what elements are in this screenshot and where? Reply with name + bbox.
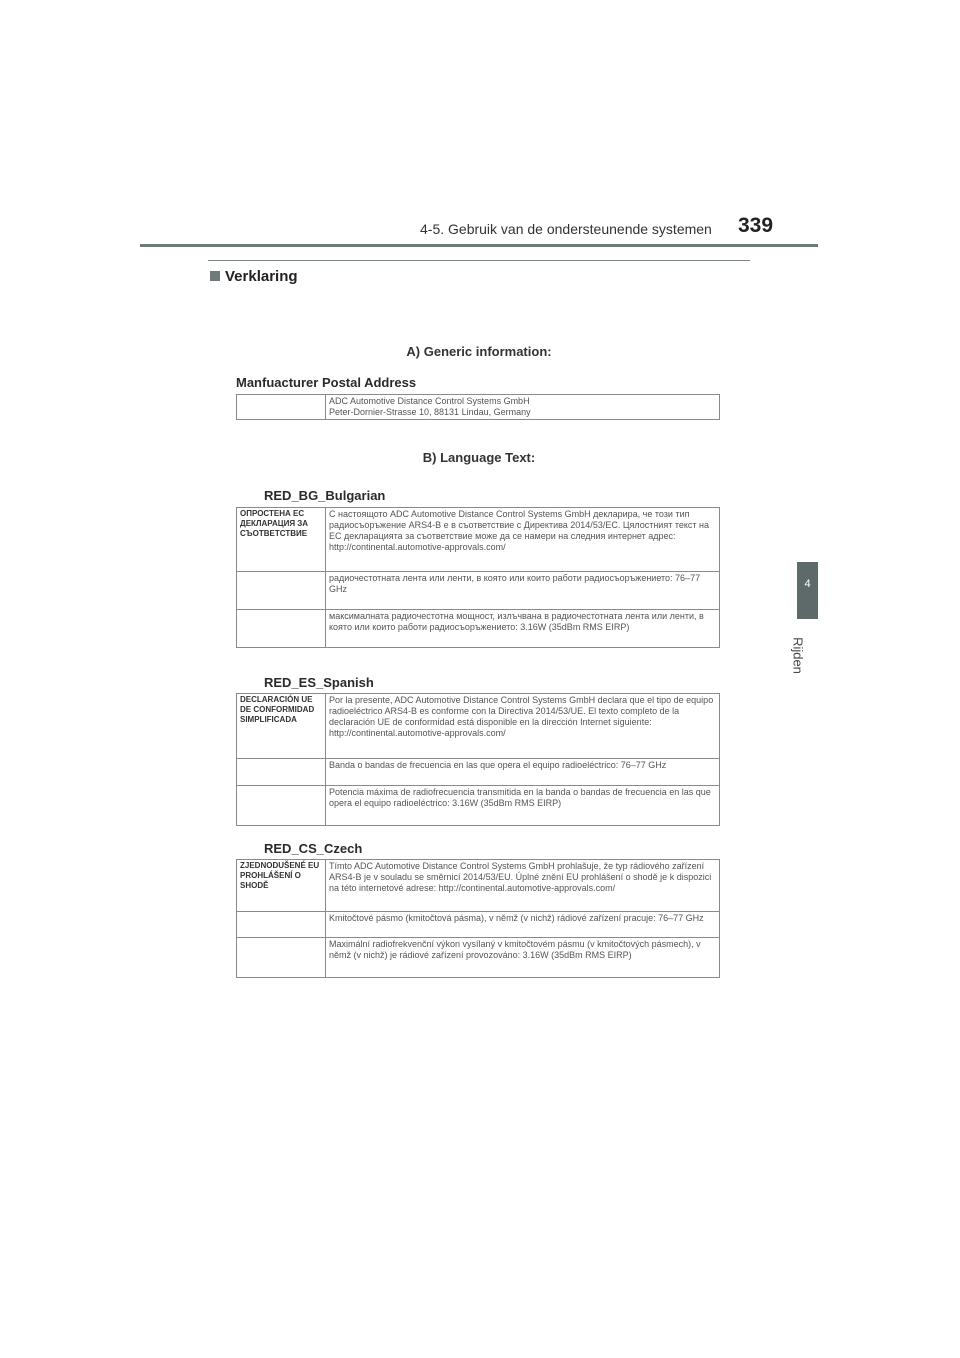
cs-key-cell: ZJEDNODUŠENÉ EU PROHLÁŠENÍ O SHODĚ: [237, 860, 326, 912]
es-table: [236, 693, 720, 826]
chapter-tab: 4: [797, 562, 818, 619]
cs-label: RED_CS_Czech: [264, 841, 363, 856]
running-header-title: 4-5. Gebruik van de ondersteunende systemen: [420, 221, 712, 237]
bg-table: [236, 507, 720, 648]
empty-cell: [237, 938, 326, 978]
table-row: [237, 572, 720, 610]
generic-heading: A) Generic information:: [406, 344, 552, 359]
empty-cell: [237, 572, 326, 610]
square-bullet-icon: [210, 271, 220, 281]
empty-cell: [237, 912, 326, 938]
table-row: [237, 860, 720, 912]
cs-power-cell: Maximální radiofrekvenční výkon vysílaný v kmitočtovém pásmu (v kmitočtových pásmech), v němž (v nichž) je rádiové zařízení provozováno: 3.16W (35dBm RMS EIRP): [326, 938, 720, 978]
cs-table: [236, 859, 720, 978]
declaration-scan: [234, 336, 724, 986]
table-row: [237, 395, 720, 420]
page-number: 339: [738, 214, 774, 237]
table-row: [237, 759, 720, 786]
bg-label: RED_BG_Bulgarian: [264, 488, 386, 503]
section-heading-text: Verklaring: [225, 268, 298, 285]
cs-text-cell: Tímto ADC Automotive Distance Control Systems GmbH prohlašuje, že typ rádiového zařízení ARS4-B je v souladu se směrnicí 2014/53/EU. Úplné znění EU prohlášení o shodě je k dispozici na této internetové adrese: http://continental.automotive-approvals.com/: [326, 860, 720, 912]
es-band-cell: Banda o bandas de frecuencia en las que opera el equipo radioeléctrico: 76–77 GHz: [326, 759, 720, 786]
empty-cell: [237, 786, 326, 826]
section-heading: [210, 268, 298, 285]
manufacturer-table: [236, 394, 720, 420]
cs-band-cell: Kmitočtové pásmo (kmitočtová pásma), v němž (v nichž) rádiové zařízení pracuje: 76–77 GHz: [326, 912, 720, 938]
section-rule: [208, 260, 750, 261]
language-heading: B) Language Text:: [422, 450, 536, 465]
table-row: [237, 694, 720, 759]
chapter-side-label: Rijden: [790, 637, 806, 674]
empty-cell: [237, 395, 326, 420]
empty-cell: [237, 759, 326, 786]
es-key-cell: DECLARACIÓN UE DE CONFORMIDAD SIMPLIFICADA: [237, 694, 326, 759]
table-row: [237, 610, 720, 648]
manufacturer-line: ADC Automotive Distance Control Systems GmbH: [329, 396, 530, 406]
bg-key-cell: ОПРОСТЕНА ЕС ДЕКЛАРАЦИЯ ЗА СЪОТВЕТСТВИЕ: [237, 508, 326, 572]
manufacturer-label: Manfuacturer Postal Address: [236, 375, 417, 390]
table-row: [237, 786, 720, 826]
manufacturer-cell: [326, 395, 720, 420]
table-row: [237, 912, 720, 938]
es-text-cell: Por la presente, ADC Automotive Distance Control Systems GmbH declara que el tipo de equipo radioeléctrico ARS4-B es conforme con la Directiva 2014/53/UE. El texto completo de la declaración UE de conformidad está disponible en la dirección Internet siguiente: http://continental.automotive-approvals.com/: [326, 694, 720, 759]
bg-text-cell: С настоящото ADC Automotive Distance Control Systems GmbH декларира, че този тип радиосъоръжение ARS4-B е в съответствие с Директива 2014/53/ЕС. Цялостният текст на ЕС декларацията за съответствие може да се намери на следния интернет адрес: http://continental.automotive-approvals.com/: [326, 508, 720, 572]
bg-power-cell: максималната радиочестотна мощност, излъчвана в радиочестотната лента или ленти, в която или които работи радиосъоръжението: 3.16W (35dBm RMS EIRP): [326, 610, 720, 648]
header-rule: [140, 244, 818, 247]
bg-band-cell: радиочестотната лента или ленти, в която или които работи радиосъоръжението: 76–77 GHz: [326, 572, 720, 610]
table-row: [237, 508, 720, 572]
es-label: RED_ES_Spanish: [264, 675, 374, 690]
empty-cell: [237, 610, 326, 648]
manufacturer-line: Peter-Dornier-Strasse 10, 88131 Lindau, Germany: [329, 407, 531, 417]
es-power-cell: Potencia máxima de radiofrecuencia transmitida en la banda o bandas de frecuencia en las que opera el equipo radioeléctrico: 3.16W (35dBm RMS EIRP): [326, 786, 720, 826]
table-row: [237, 938, 720, 978]
